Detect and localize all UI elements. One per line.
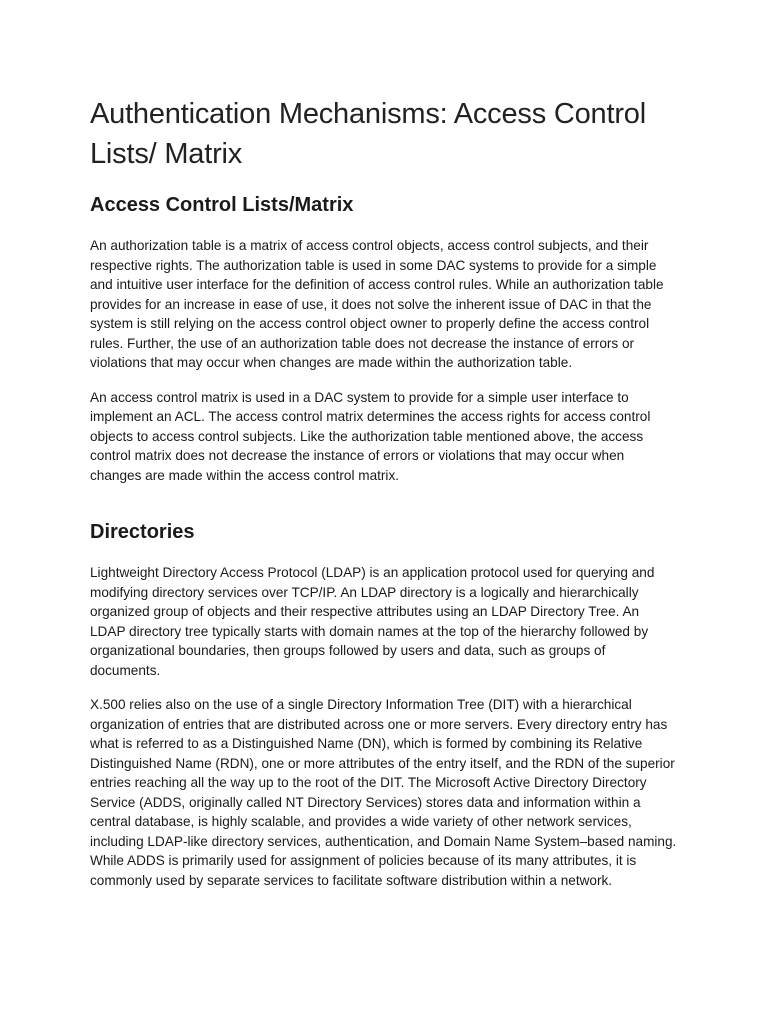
paragraph-x500: X.500 relies also on the use of a single Directory Information Tree (DIT) with a hierarchical organization of entries that are distributed across one or more servers. Every directory entry has what is referred to as a Distinguished Name (DN), which is formed by combining its Relative Distinguished Name (RDN), one or more attributes of the entry itself, and the RDN of the superior entries reaching all the way up to the root of the DIT. The Microsoft Active Directory Directory Service (ADDS, originally called NT Directory Services) stores data and information within a central database, is highly scalable, and provides a wide variety of other network services, including LDAP-like directory services, authentication, and Domain Name System–based naming. While ADDS is primarily used for assignment of policies because of its many attributes, it is commonly used by separate services to facilitate software distribution within a network. bbox=[90, 697, 677, 888]
paragraph-access-control-matrix: An access control matrix is used in a DAC system to provide for a simple user interface to implement an ACL. The access control matrix determines the access rights for access control objects to access control subjects. Like the authorization table mentioned above, the access control matrix does not decrease the instance of errors or violations that may occur when changes are made within the access control matrix. bbox=[90, 389, 651, 483]
paragraph-ldap: Lightweight Directory Access Protocol (LDAP) is an application protocol used for querying and modifying directory services over TCP/IP. An LDAP directory is a logically and hierarchically organized group of objects and their respective attributes using an LDAP Directory Tree. An LDAP directory tree typically starts with domain names at the top of the hierarchy followed by organizational boundaries, then groups followed by users and data, such as groups of documents. bbox=[90, 565, 655, 678]
document-title: Authentication Mechanisms: Access Control Lists/ Matrix bbox=[90, 98, 646, 170]
paragraph-authorization-table: An authorization table is a matrix of access control objects, access control subjects, and their respective rights. The authorization table is used in some DAC systems to provide for a simple and intuitive user interface for the definition of access control rules. While an authorization table provides for an increase in ease of use, it does not solve the inherent issue of DAC in that the system is still relying on the access control object owner to properly define the access control rules. Further, the use of an authorization table does not decrease the instance of errors or violations that may occur when changes are made within the authorization table. bbox=[90, 238, 664, 370]
section-directories bbox=[90, 519, 678, 890]
section-access-control-lists bbox=[90, 192, 678, 485]
section-heading-access-control-lists: Access Control Lists/Matrix bbox=[90, 194, 354, 216]
section-heading-directories: Directories bbox=[90, 521, 195, 543]
